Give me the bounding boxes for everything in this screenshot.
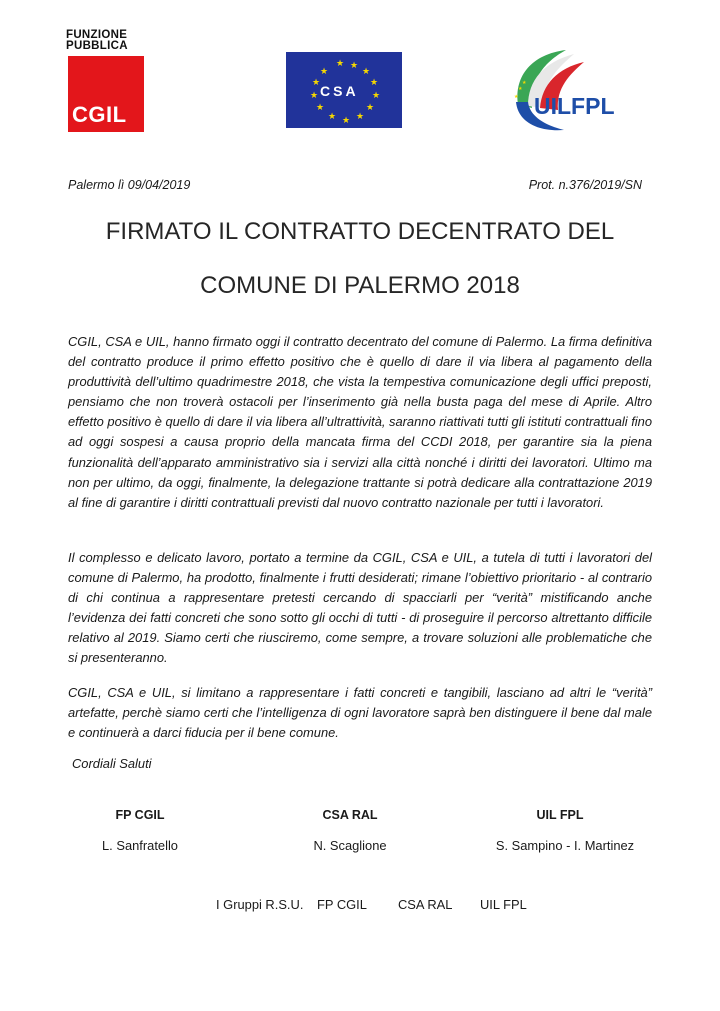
- svg-text:★: ★: [310, 91, 319, 101]
- cgil-logo: [66, 30, 146, 132]
- uil-emblem: [508, 46, 634, 134]
- cgil-logo-name: CGIL: [72, 102, 127, 127]
- signature-union-fp-cgil: FP CGIL: [115, 808, 165, 822]
- footer-groups-label: I Gruppi R.S.U.: [216, 897, 304, 912]
- cgil-logo-line2: PUBBLICA: [66, 40, 128, 52]
- signature-name-uil-fpl: S. Sampino - I. Martinez: [495, 838, 635, 853]
- footer-uil-fpl: UIL FPL: [480, 897, 527, 912]
- signature-union-csa-ral: CSA RAL: [322, 808, 378, 822]
- signature-union-uil-fpl: UIL FPL: [536, 808, 584, 822]
- svg-text:★: ★: [522, 80, 527, 86]
- closing-greeting: Cordiali Saluti: [72, 756, 152, 771]
- svg-text:★: ★: [366, 103, 375, 113]
- svg-text:★: ★: [336, 59, 345, 69]
- signature-name-csa-ral: N. Scaglione: [313, 838, 387, 853]
- page-title-line1: FIRMATO IL CONTRATTO DECENTRATO DEL: [105, 218, 615, 245]
- svg-text:★: ★: [370, 78, 379, 88]
- cgil-logo-box: [68, 56, 144, 132]
- csa-stars-emblem: [286, 52, 402, 128]
- body-paragraph-2: Il complesso e delicato lavoro, portato a termine da CGIL, CSA e UIL, a tutela di tutti i lavoratori del comune di Palermo, ha prodotto, finalmente i frutti desiderati; rimane l’obiettivo prioritario - al contrario di chi continua a rappresentare pretesti cercando di spacciarli per “verità” mistificando anche l’evidenza dei fatti concreti che sono sotto gli occhi di tutti - di proseguire il percorso altrettanto difficile relativo al 2019. Siamo certi che riusciremo, come sempre, a trovare soluzioni alle problematiche che si presenteranno.: [68, 550, 652, 666]
- footer-fp-cgil: FP CGIL: [317, 897, 367, 912]
- uil-logo: [508, 46, 634, 134]
- svg-text:★: ★: [518, 86, 523, 92]
- svg-text:★: ★: [316, 103, 325, 113]
- signature-name-fp-cgil: L. Sanfratello: [102, 838, 178, 853]
- svg-text:★: ★: [312, 78, 321, 88]
- body-paragraph-3: CGIL, CSA e UIL, si limitano a rappresentare i fatti concreti e tangibili, lasciano ad altri le “verità” artefatte, perchè siamo certi che l’intelligenza di ogni lavoratore saprà ben distinguere il bene dal male e continuerà a darci fiducia per il bene comune.: [68, 685, 652, 741]
- body-paragraph-1: CGIL, CSA e UIL, hanno firmato oggi il contratto decentrato del comune di Palermo. La firma definitiva del contratto produce il primo effetto positivo che è quello di dare il via libera al pagamento della produttività dell’ultimo quadrimestre 2018, che vista la tempestiva comunicazione degli uffici preposti, pensiamo che non troverà ostacoli per l’inserimento già nella busta paga del mese di Aprile. Altro effetto positivo è quello di dare il via libera all’ultrattività, saranno riattivati tutti gli istituti contrattuali fino ad oggi sospesi a causa proprio della mancata firma del CCDI 2018, per garantire sia la piena funzionalità dell’apparato amministrativo sia i servizi alla città nonché i diritti dei lavoratori. Ultimo ma non per ultimo, da oggi, finalmente, la delegazione trattante si potrà dedicare alla contrattazione 2019 al fine di garantire i diritti contrattuali previsti dal nuovo contratto nazionale per tutti i lavoratori.: [68, 334, 652, 510]
- place-date: Palermo lì 09/04/2019: [68, 178, 191, 192]
- svg-text:★: ★: [342, 116, 351, 126]
- svg-text:★: ★: [356, 112, 365, 122]
- protocol-number: Prot. n.376/2019/SN: [528, 178, 642, 192]
- csa-logo-name: CSA: [320, 83, 359, 99]
- svg-text:★: ★: [514, 94, 519, 100]
- uil-logo-name: UILFPL: [534, 93, 615, 119]
- svg-text:★: ★: [328, 112, 337, 122]
- svg-text:★: ★: [350, 61, 359, 71]
- svg-text:★: ★: [320, 67, 329, 77]
- cgil-logo-line1: FUNZIONE: [66, 29, 128, 41]
- footer-csa-ral: CSA RAL: [398, 897, 453, 912]
- page-title-line2: COMUNE DI PALERMO 2018: [200, 272, 520, 299]
- csa-logo: [286, 52, 402, 128]
- svg-text:★: ★: [372, 91, 381, 101]
- svg-text:★: ★: [362, 67, 371, 77]
